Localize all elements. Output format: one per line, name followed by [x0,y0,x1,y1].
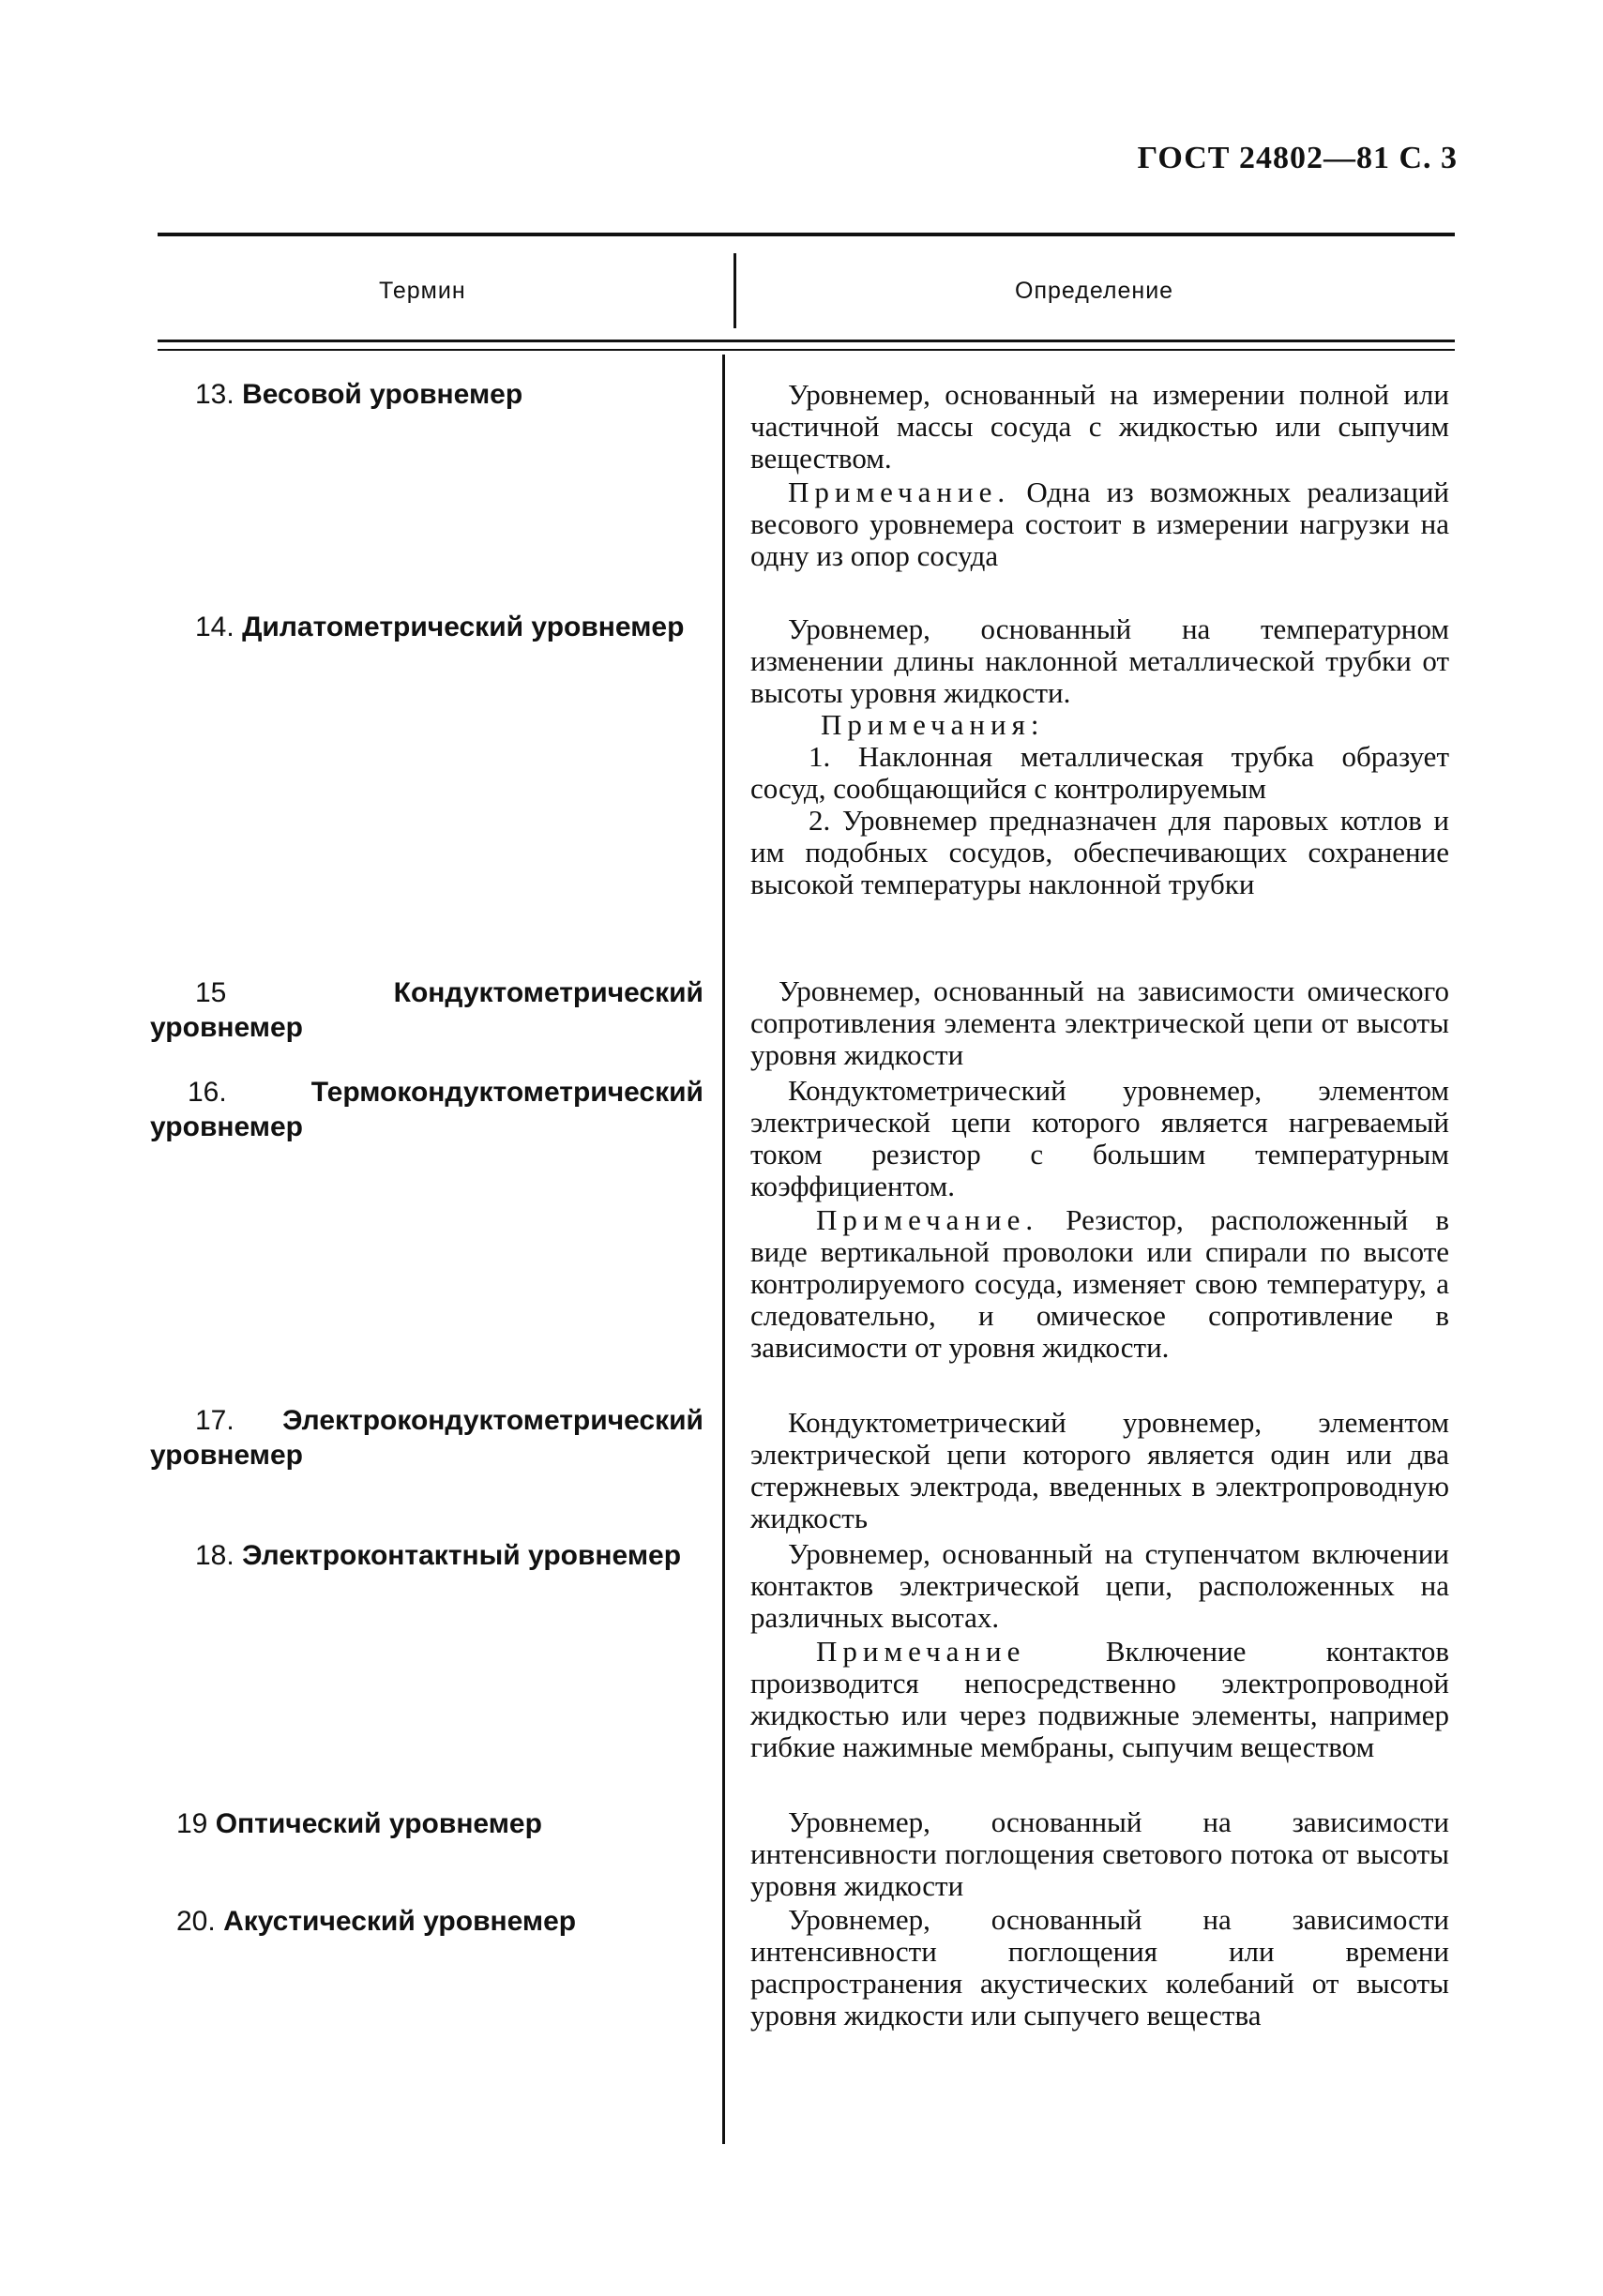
term-label: Термокондуктометрический уровнемер [150,1077,703,1142]
definition-text: Уровнемер, основанный на измерении полной или частичной массы сосуда с жидкостью или сыпучим веществом. [750,378,1449,475]
definition-18 [750,1538,1449,1763]
definition-text: Уровнемер, основанный на зависимости интенсивности поглощения светового потока от высоты уровня жидкости [750,1805,1449,1902]
page-header: ГОСТ 24802—81 С. 3 [1137,141,1458,175]
definition-14 [750,613,1449,900]
definition-20 [750,1904,1449,2032]
note-1: 1. Наклонная металлическая трубка образует сосуд, сообщающийся с контролируемым [750,740,1449,805]
term-13 [195,377,702,412]
header-bottom-rule-double [158,349,1455,351]
note-label: Примечание [816,1635,1026,1668]
definition-text: Уровнемер, основанный на зависимости омического сопротивления элемента электрической цепи от высоты уровня жидкости [750,974,1449,1071]
note-2: 2. Уровнемер предназначен для паровых котлов и им подобных сосудов, обеспечивающих сохранение высокой температуры наклонной трубки [750,804,1449,900]
term-number: 14. [195,612,234,642]
table-top-rule [158,233,1455,236]
column-header-term: Термин [379,278,466,304]
notes-label: Примечания: [821,708,1045,741]
term-label: Кондуктометрический уровнемер [150,977,703,1043]
term-17 [150,1403,703,1473]
definition-text: Уровнемер, основанный на зависимости интенсивности поглощения или времени распространения акустических колебаний от высоты уровня жидкости или сыпучего вещества [750,1903,1449,2032]
term-number: 19 [176,1808,208,1839]
term-label: Оптический уровнемер [215,1808,542,1839]
definition-15 [750,975,1449,1071]
term-number: 16. [188,1077,227,1108]
column-header-definition: Определение [1015,278,1174,304]
header-column-separator [733,253,736,328]
term-16 [150,1075,703,1144]
body-column-separator [722,355,725,2144]
term-label: Весовой уровнемер [242,379,523,410]
definition-19 [750,1806,1449,1902]
term-number: 18. [195,1540,234,1571]
term-label: Дилатометрический уровнемер [242,612,685,642]
term-label: Электроконтактный уровнемер [242,1540,682,1571]
term-number: 20. [176,1906,216,1937]
definition-text: Уровнемер, основанный на ступенчатом включении контактов электрической цепи, расположенных на различных высотах. [750,1537,1449,1634]
definition-16 [750,1075,1449,1364]
definition-text: Кондуктометрический уровнемер, элементом электрической цепи которого является нагреваемый током резистор с большим температурным коэффициентом. [750,1074,1449,1202]
term-label: Акустический уровнемер [223,1906,577,1937]
definition-text: Кондуктометрический уровнемер, элементом электрической цепи которого является один или два стержневых электрода, введенных в электропроводную жидкость [750,1406,1449,1534]
term-number: 17. [195,1405,234,1436]
definition-17 [750,1407,1449,1534]
term-18 [150,1538,703,1573]
header-bottom-rule [158,340,1455,342]
note-label: Примечание. [788,476,1011,508]
term-label: Электрокондуктометрический уровнемер [150,1405,703,1471]
term-number: 13. [195,379,234,410]
term-19 [176,1806,702,1841]
definition-13 [750,379,1449,572]
term-14 [150,610,703,644]
definition-text: Уровнемер, основанный на температурном изменении длины наклонной металлической трубки от высоты уровня жидкости. [750,612,1449,709]
term-15 [150,975,703,1045]
note-text: Включение контактов производится непосредственно электропроводной жидкостью или через подвижные элементы, например гибкие нажимные мембраны, сыпучим веществом [750,1635,1450,1763]
note-text: Резистор, расположенный в виде вертикальной проволоки или спирали по высоте контролируемого сосуда, изменяет свою температуру, а следовательно, и омическое сопротивление в зависимости от уровня жидкости. [750,1203,1449,1364]
term-number: 15 [195,977,227,1008]
note-label: Примечание. [816,1203,1039,1236]
note-text: Одна из возможных реализаций весового уровнемера состоит в измерении нагрузки на одну из опор сосуда [750,476,1450,572]
term-20 [176,1904,702,1939]
